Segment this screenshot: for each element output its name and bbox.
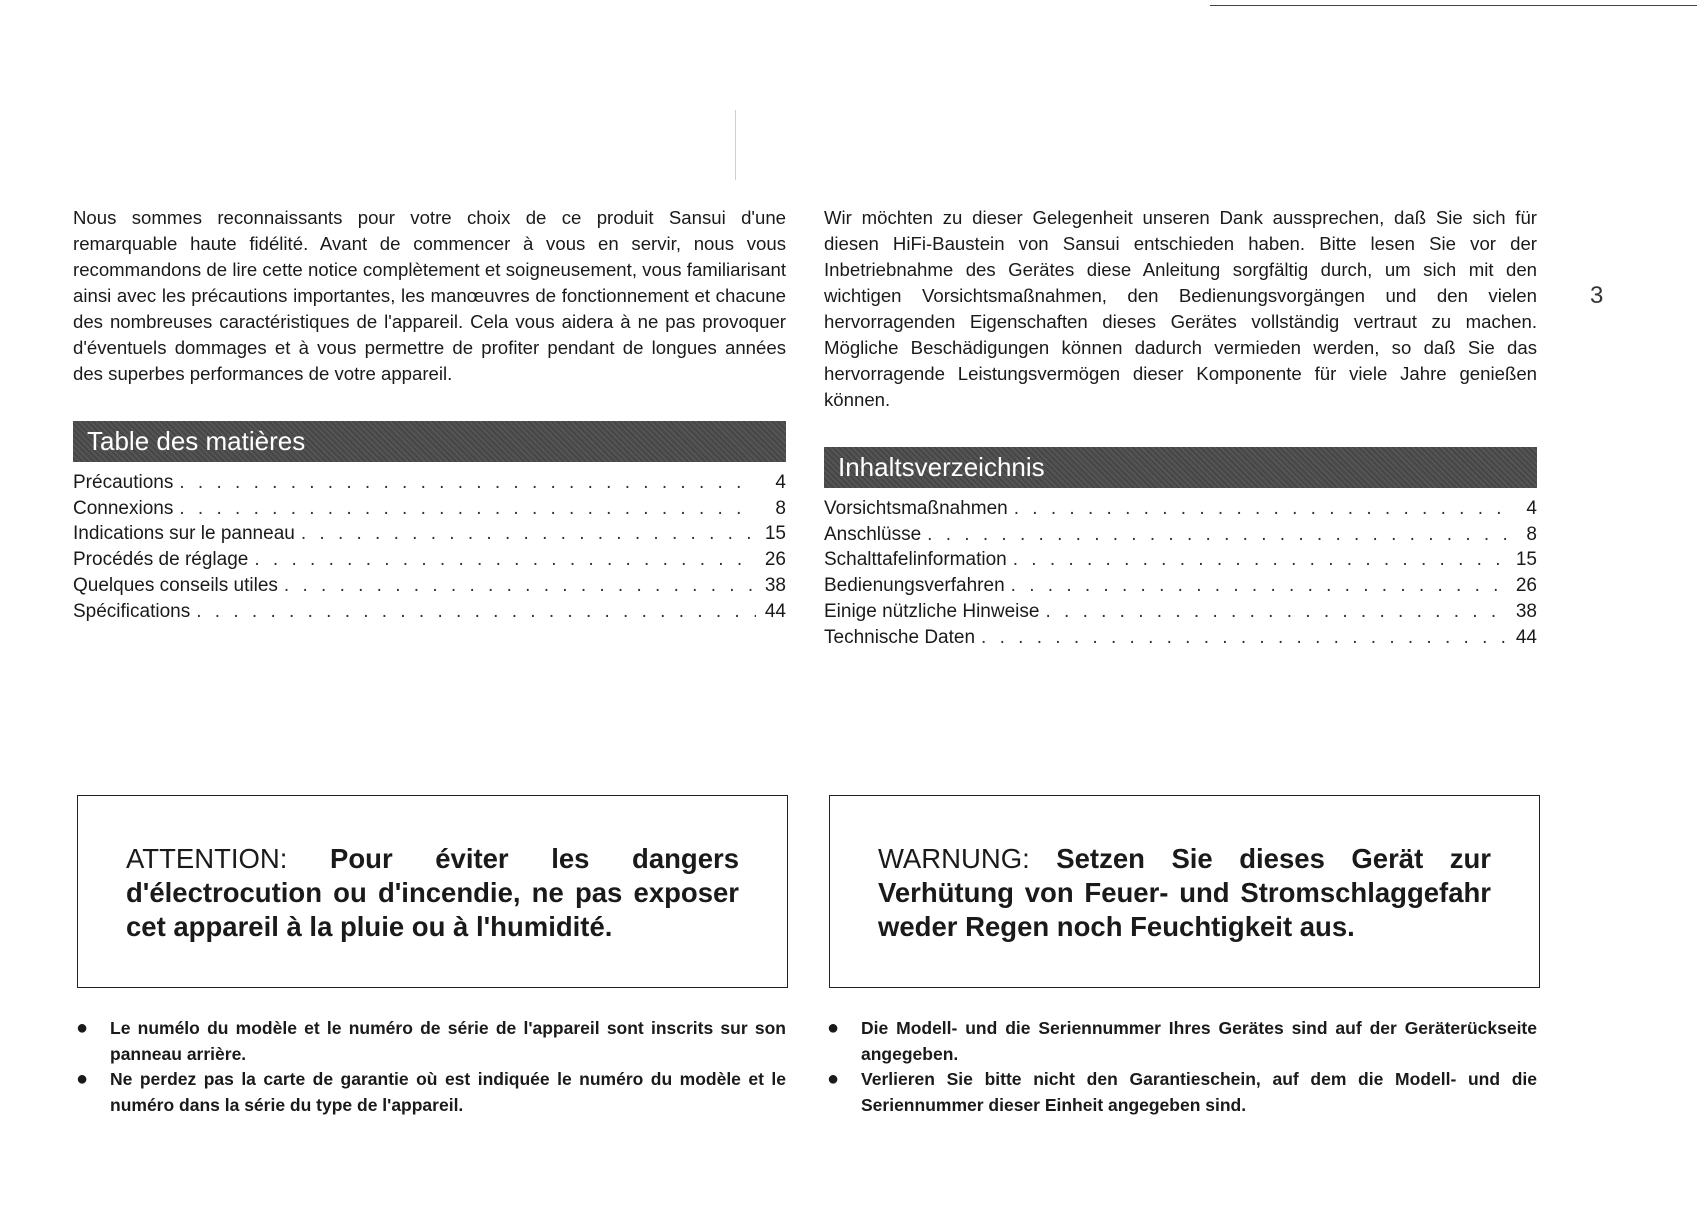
toc-page: 26 xyxy=(1515,575,1537,597)
toc-page: 15 xyxy=(764,523,786,545)
toc-row xyxy=(73,599,786,625)
toc-page: 15 xyxy=(1515,549,1537,571)
toc-page: 4 xyxy=(775,472,786,493)
toc-page: 44 xyxy=(1515,626,1537,648)
french-toc-title: Table des matières xyxy=(73,421,786,462)
german-toc xyxy=(824,496,1537,650)
french-warning xyxy=(126,842,739,944)
toc-label: Bedienungsverfahren xyxy=(824,575,1005,597)
toc-leader-dots xyxy=(179,496,756,522)
german-toc-title: Inhaltsverzeichnis xyxy=(824,447,1537,488)
toc-leader-dots xyxy=(1011,573,1507,599)
toc-leader-dots xyxy=(284,573,756,599)
toc-label: Anschlüsse xyxy=(824,523,922,545)
toc-label: Précautions xyxy=(73,472,174,493)
note-text: Ne perdez pas la carte de garantie où est indiquée le numéro du modèle et le numéro dans la série du type de l'appareil. xyxy=(110,1069,786,1115)
toc-row xyxy=(824,496,1537,522)
toc-page: 4 xyxy=(1526,498,1537,519)
toc-leader-dots xyxy=(196,599,756,625)
toc-label: Schalttafelinformation xyxy=(824,549,1007,571)
toc-row xyxy=(824,522,1537,548)
bullet-icon: ● xyxy=(76,1068,89,1090)
toc-row xyxy=(73,470,786,496)
toc-label: Vorsichtsmaßnahmen xyxy=(824,498,1008,519)
toc-row xyxy=(73,547,786,573)
toc-row xyxy=(824,573,1537,599)
toc-page: 44 xyxy=(764,600,786,622)
top-rule xyxy=(1210,5,1697,6)
note-item xyxy=(73,1067,786,1118)
toc-page: 8 xyxy=(1526,523,1537,545)
toc-label: Connexions xyxy=(73,497,174,519)
toc-leader-dots xyxy=(981,625,1507,651)
note-text: Verlieren Sie bitte nicht den Garantieschein, auf dem die Modell- und die Seriennummer dieser Einheit angegeben sind. xyxy=(861,1069,1537,1115)
german-warning-lead: WARNUNG: xyxy=(878,843,1030,874)
toc-row xyxy=(73,496,786,522)
toc-leader-dots xyxy=(179,470,756,496)
toc-label: Einige nützliche Hinweise xyxy=(824,600,1040,622)
page-number: 3 xyxy=(1590,282,1604,309)
toc-label: Spécifications xyxy=(73,600,191,622)
french-intro: Nous sommes reconnaissants pour votre choix de ce produit Sansui d'une remarquable haute fidélité. Avant de commencer à vous en servir, nous vous recommandons de lire cette notice complètement et soigneusement, vous familiarisant ainsi avec les précautions importantes, les manœuvres de fonctionnement et chacune des nombreuses caractéristiques de l'appareil. Cela vous aidera à ne pas provoquer d'éventuels dommages et à vous permettre de profiter pendant de longues années des superbes performances de votre appareil. xyxy=(73,207,786,384)
german-intro: Wir möchten zu dieser Gelegenheit unseren Dank aussprechen, daß Sie sich für diesen HiFi-Baustein von Sansui entschieden haben. Bitte lesen Sie vor der Inbetriebnahme des Gerätes diese Anleitung sorgfältig durch, um sich mit den wichtigen Vorsichtsmaßnahmen, den Bedienungsvorgängen und den vielen hervorragenden Eigenschaften dieses Gerätes vollständig vertraut zu machen. Mögliche Beschädigungen können dadurch vermieden werden, so daß Sie das hervorragende Leistungsvermögen dieser Komponente für viele Jahre genießen können. xyxy=(824,207,1537,410)
german-warning-box xyxy=(829,795,1540,988)
french-notes xyxy=(73,1016,786,1118)
toc-leader-dots xyxy=(254,547,756,573)
toc-row xyxy=(73,521,786,547)
toc-page: 38 xyxy=(764,574,786,596)
french-column xyxy=(73,205,786,624)
toc-page: 38 xyxy=(1515,600,1537,622)
toc-label: Technische Daten xyxy=(824,626,976,648)
toc-leader-dots xyxy=(1013,547,1507,573)
german-warning-text: Setzen Sie dieses Gerät zur Verhütung von Feuer- und Stromschlaggefahr weder Regen noch Feuchtigkeit aus. xyxy=(878,843,1491,942)
toc-leader-dots xyxy=(1014,496,1507,522)
toc-row xyxy=(824,625,1537,651)
bullet-icon: ● xyxy=(827,1017,840,1039)
note-item xyxy=(824,1067,1537,1118)
toc-label: Procédés de réglage xyxy=(73,549,249,571)
french-toc xyxy=(73,470,786,624)
fold-mark xyxy=(735,110,736,180)
german-notes xyxy=(824,1016,1537,1118)
toc-label: Quelques conseils utiles xyxy=(73,574,278,596)
french-warning-lead: ATTENTION: xyxy=(126,843,288,874)
toc-label: Indications sur le panneau xyxy=(73,523,295,545)
toc-page: 8 xyxy=(775,497,786,519)
toc-row xyxy=(824,599,1537,625)
bullet-icon: ● xyxy=(827,1068,840,1090)
toc-page: 26 xyxy=(764,549,786,571)
note-item xyxy=(824,1016,1537,1067)
note-text: Die Modell- und die Seriennummer Ihres Gerätes sind auf der Geräterückseite angegeben. xyxy=(861,1018,1537,1064)
german-column xyxy=(824,205,1537,650)
french-warning-box xyxy=(77,795,788,988)
toc-row xyxy=(73,573,786,599)
toc-leader-dots xyxy=(301,521,756,547)
note-item xyxy=(73,1016,786,1067)
german-warning xyxy=(878,842,1491,944)
toc-leader-dots xyxy=(1045,599,1507,625)
toc-row xyxy=(824,547,1537,573)
toc-leader-dots xyxy=(927,522,1507,548)
french-warning-text: Pour éviter les dangers d'électrocution ou d'incendie, ne pas exposer cet appareil à la pluie ou à l'humidité. xyxy=(126,843,740,942)
note-text: Le numélo du modèle et le numéro de série de l'appareil sont inscrits sur son panneau arrière. xyxy=(110,1018,786,1064)
bullet-icon: ● xyxy=(76,1017,89,1039)
